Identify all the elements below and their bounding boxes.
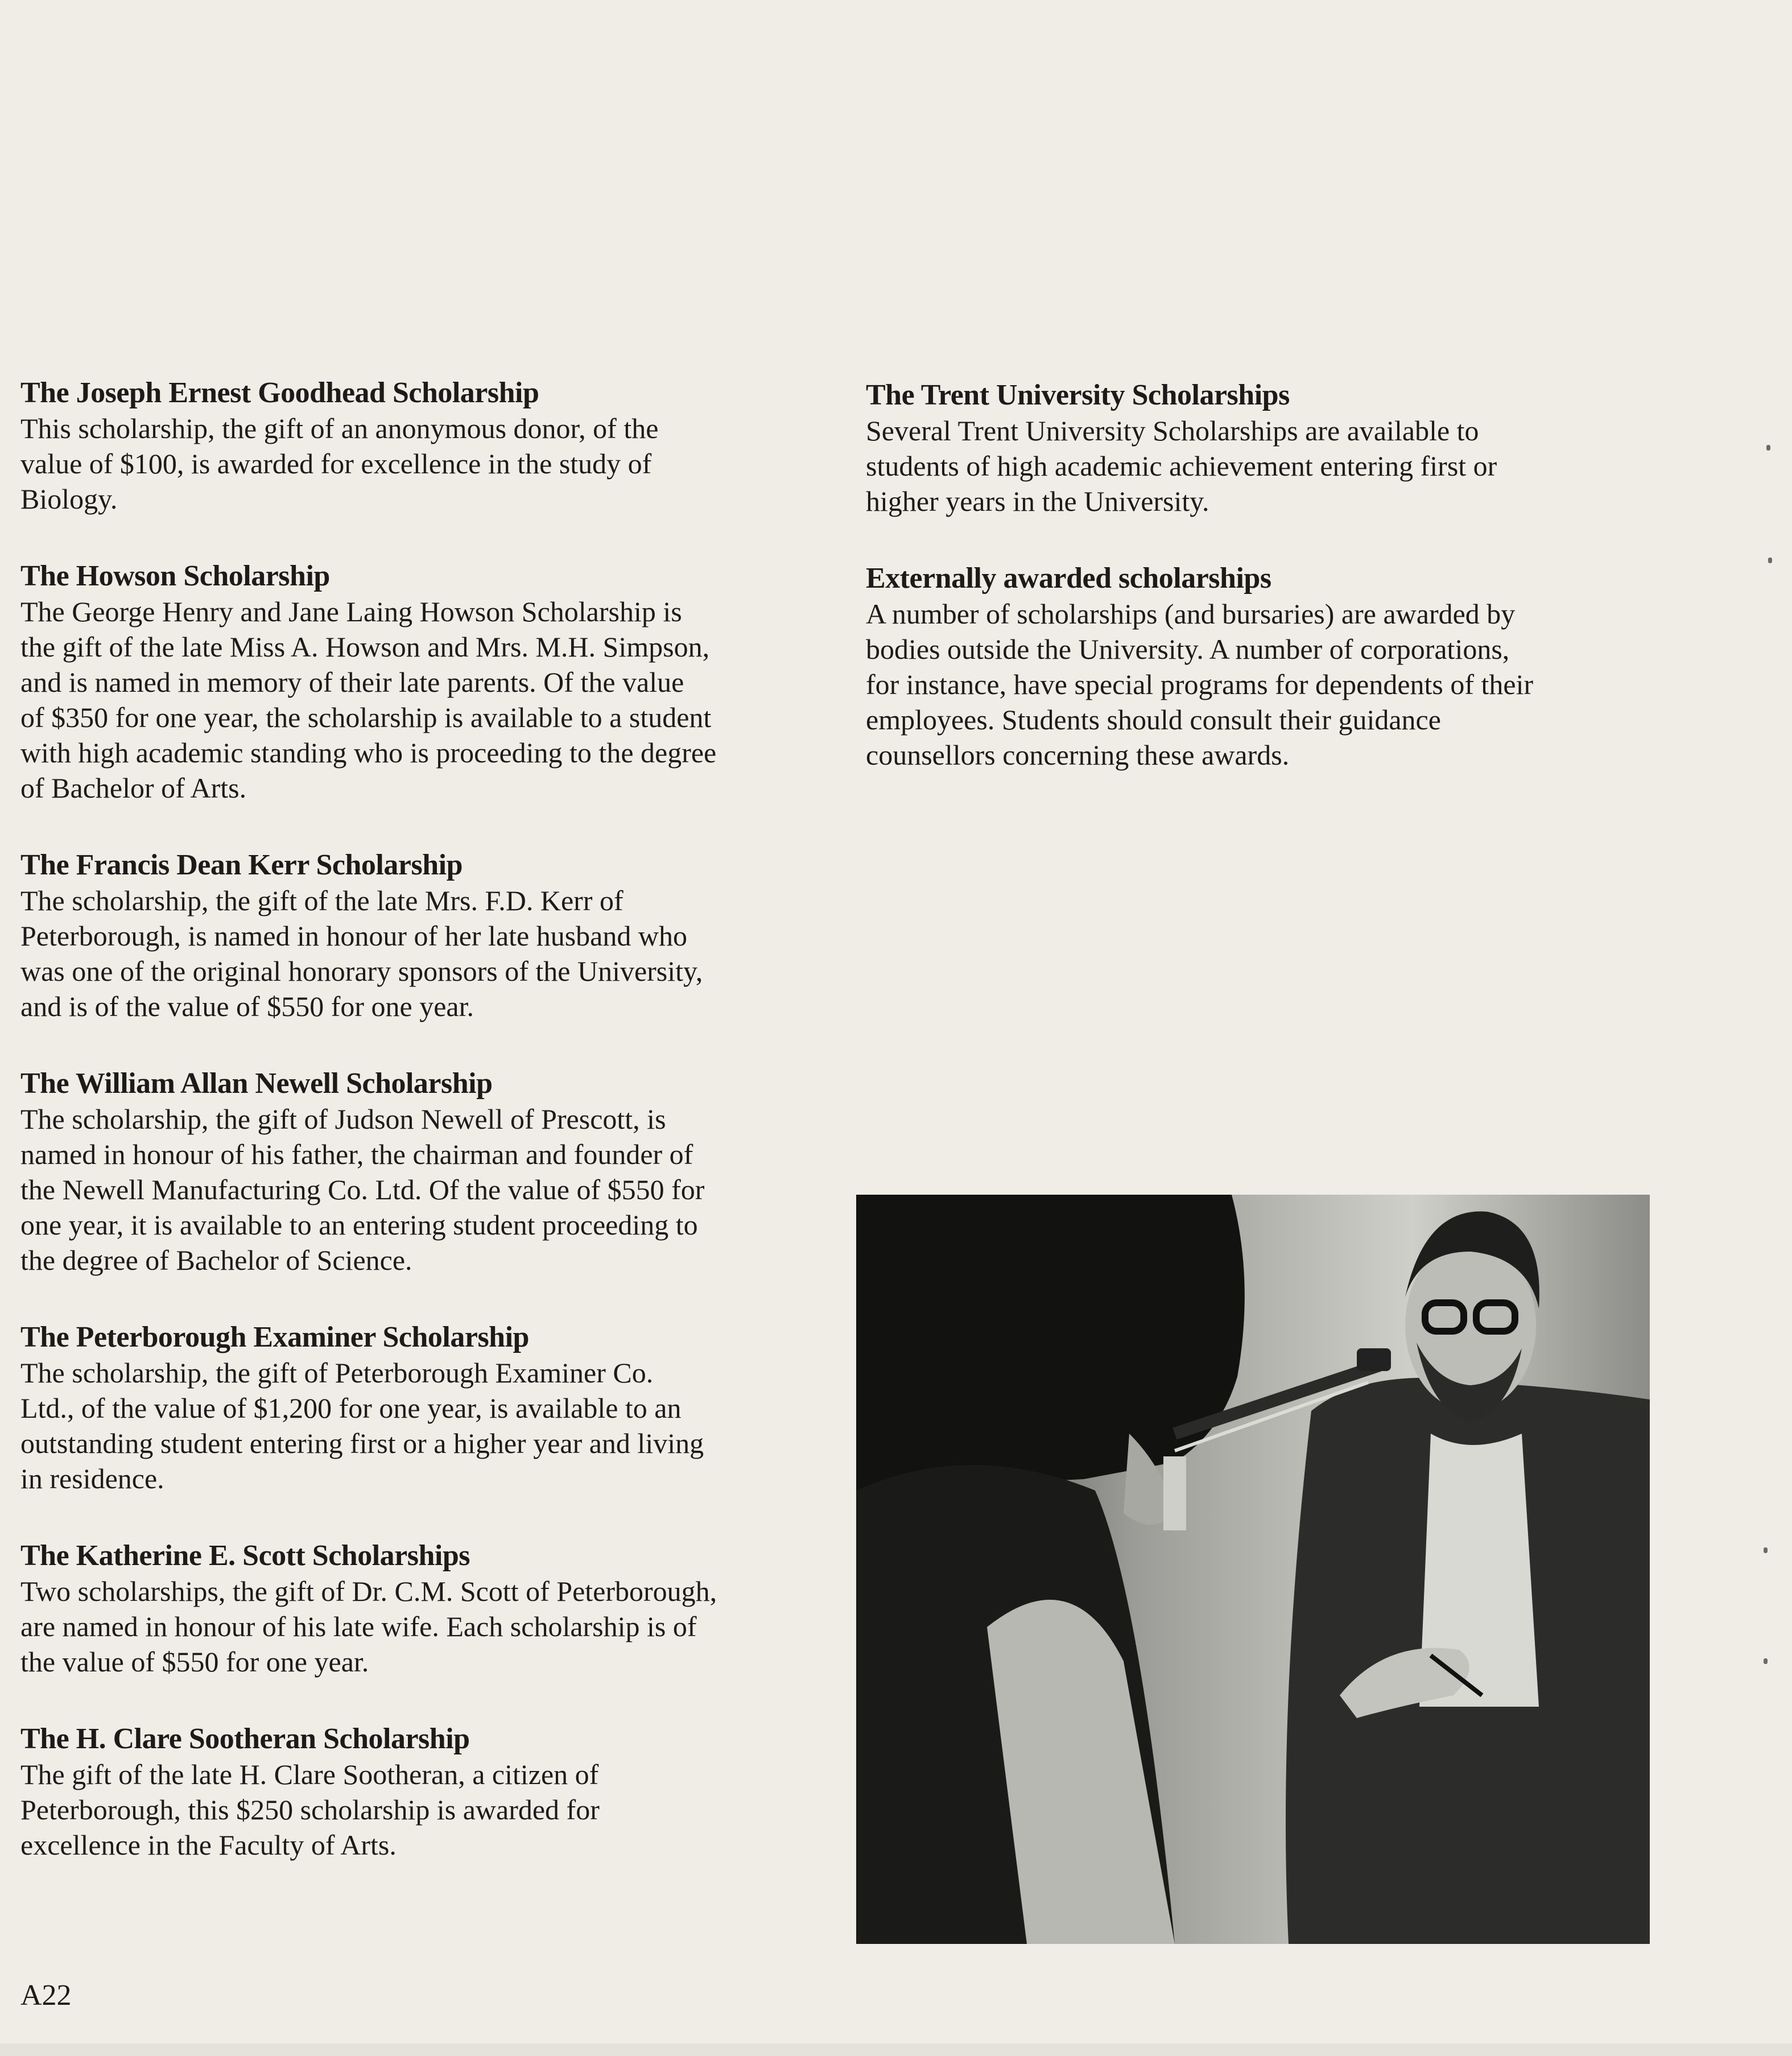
scholarship-entry xyxy=(20,375,840,517)
scholarship-description: Two scholarships, the gift of Dr. C.M. Scott of Peterborough, are named in honour of his late wife. Each scholarship is of the value of $550 for one year. xyxy=(20,1575,717,1678)
left-column xyxy=(20,375,840,1905)
scholarship-entry xyxy=(20,1066,840,1278)
scholarship-entry xyxy=(20,1320,840,1496)
scholarship-title: The Peterborough Examiner Scholarship xyxy=(20,1321,529,1353)
scholarship-description: Several Trent University Scholarships are available to students of high academic achievement entering first or higher years in the University. xyxy=(866,415,1497,517)
scholarship-description: The gift of the late H. Clare Sootheran, a citizen of Peterborough, this $250 scholarship is awarded for excellence in the Faculty of Arts. xyxy=(20,1758,600,1861)
right-column xyxy=(866,378,1685,815)
scholarship-description: The George Henry and Jane Laing Howson Scholarship is the gift of the late Miss A. Howson and Mrs. M.H. Simpson, and is named in memory of their late parents. Of the value of $350 for one year, the scholarship is available to a student with high academic standing who is proceeding to the degree of Bachelor of Arts. xyxy=(20,596,717,804)
scholarship-entry xyxy=(20,848,840,1024)
speck xyxy=(1764,1547,1768,1553)
speck xyxy=(1768,558,1772,563)
photograph xyxy=(856,1195,1650,1944)
scholarship-entry xyxy=(20,1721,840,1863)
scholarship-title: The Howson Scholarship xyxy=(20,560,330,592)
scholarship-title: The H. Clare Sootheran Scholarship xyxy=(20,1723,470,1755)
scholarship-entry xyxy=(20,1538,840,1679)
scholarship-title: The Francis Dean Kerr Scholarship xyxy=(20,849,463,881)
page-edge xyxy=(0,2043,1792,2056)
scholarship-title: Externally awarded scholarships xyxy=(866,562,1271,594)
scholarship-title: The Katherine E. Scott Scholarships xyxy=(20,1539,470,1572)
page-number: A22 xyxy=(20,1979,72,2012)
scholarship-title: The Joseph Ernest Goodhead Scholarship xyxy=(20,377,539,409)
scholarship-title: The Trent University Scholarships xyxy=(866,379,1290,411)
scholarship-description: The scholarship, the gift of Peterborough Examiner Co. Ltd., of the value of $1,200 for one year, is available to an outstanding student entering first or a higher year and living in residence. xyxy=(20,1357,704,1494)
scholarship-description: This scholarship, the gift of an anonymous donor, of the value of $100, is awarded for excellence in the study of Biology. xyxy=(20,412,659,515)
speck xyxy=(1764,1658,1768,1664)
scholarship-description: The scholarship, the gift of Judson Newell of Prescott, is named in honour of his father, the chairman and founder of the Newell Manufacturing Co. Ltd. Of the value of $550 for one year, it is available to an entering student proceeding to the degree of Bachelor of Science. xyxy=(20,1103,705,1276)
scholarship-description: The scholarship, the gift of the late Mrs. F.D. Kerr of Peterborough, is named in honour of her late husband who was one of the original honorary sponsors of the University, and is of the value of $550 for one year. xyxy=(20,885,703,1022)
scholarship-description: A number of scholarships (and bursaries) are awarded by bodies outside the University. A number of corporations, for instance, have special programs for dependents of their employees. Students should consult their guidance counsellors concerning these awards. xyxy=(866,598,1534,771)
scholarship-entry xyxy=(20,559,840,806)
speck xyxy=(1766,445,1770,451)
photograph-illustration xyxy=(856,1195,1650,1944)
scholarship-title: The William Allan Newell Scholarship xyxy=(20,1067,493,1100)
scholarship-entry xyxy=(866,561,1685,773)
scholarship-entry xyxy=(866,378,1685,519)
